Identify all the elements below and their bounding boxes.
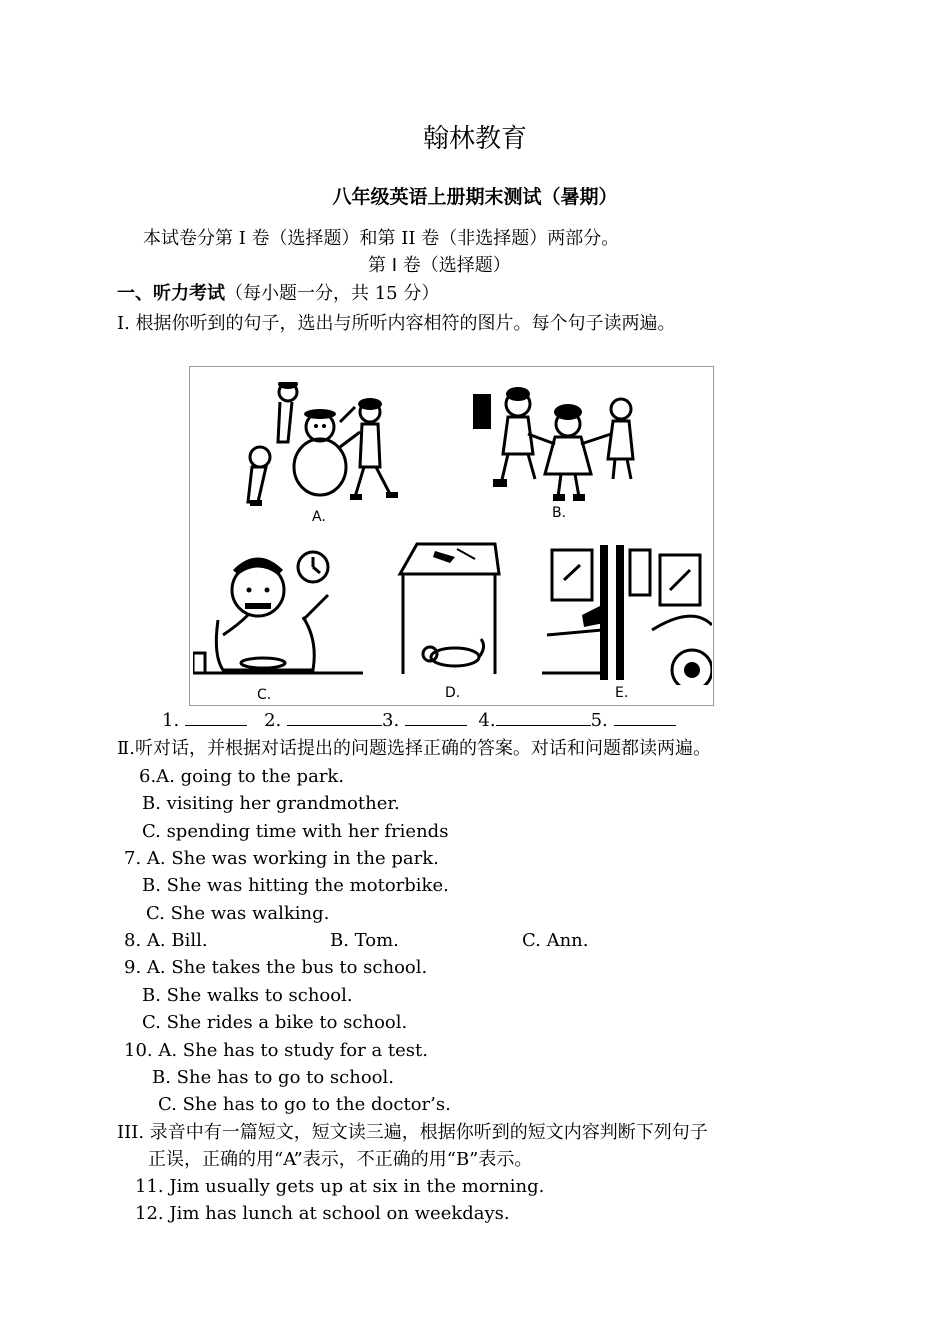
subIII-instruction-line2: 正误，正确的用“A”表示，不正确的用“B”表示。: [148, 1149, 533, 1170]
brand-title: 翰林教育: [422, 124, 527, 154]
q12-statement: 12. Jim has lunch at school on weekdays.: [135, 1203, 510, 1224]
q8-option-a: 8. A. Bill.: [124, 930, 208, 951]
section1-heading: [117, 283, 439, 305]
q7-option-b: B. She was hitting the motorbike.: [142, 875, 449, 896]
picture-a-snowman: [230, 382, 420, 522]
answer-blank-3[interactable]: [405, 711, 467, 726]
q10-option-a: 10. A. She has to study for a test.: [124, 1040, 428, 1061]
picture-e-bus: [542, 545, 712, 685]
picture-label-c: C.: [257, 687, 272, 703]
picture-c-man-eating: [193, 545, 373, 685]
answer-label-2: 2.: [264, 710, 282, 731]
answer-blank-2[interactable]: [287, 711, 382, 726]
picture-d-cat-under-table: [395, 539, 505, 679]
subII-instruction: Ⅱ.听对话，并根据对话提出的问题选择正确的答案。对话和问题都读两遍。: [117, 738, 711, 759]
answer-label-4: 4.: [478, 710, 496, 731]
picture-label-a: A.: [312, 509, 326, 525]
q11-statement: 11. Jim usually gets up at six in the morning.: [135, 1176, 545, 1197]
picture-label-e: E.: [615, 685, 629, 701]
section1-heading-text: 一、听力考试: [117, 283, 225, 304]
q8-option-b: B. Tom.: [330, 930, 399, 951]
q7-option-c: C. She was walking.: [146, 903, 330, 924]
q6-option-b: B. visiting her grandmother.: [142, 793, 400, 814]
q6-option-c: C. spending time with her friends: [142, 821, 449, 842]
answer-blanks: [162, 710, 676, 732]
q9-option-c: C. She rides a bike to school.: [142, 1012, 408, 1033]
picture-label-d: D.: [445, 685, 461, 701]
q10-option-b: B. She has to go to school.: [152, 1067, 394, 1088]
answer-label-3: 3.: [382, 710, 400, 731]
exam-title: 八年级英语上册期末测试（暑期）: [332, 186, 618, 208]
answer-blank-5[interactable]: [614, 711, 676, 726]
answer-blank-4[interactable]: [496, 711, 591, 726]
answer-label-5: 5.: [590, 710, 608, 731]
listening-pictures: [189, 366, 714, 706]
q9-option-a: 9. A. She takes the bus to school.: [124, 957, 428, 978]
q7-option-a: 7. A. She was working in the park.: [124, 848, 439, 869]
q6-option-a: 6.A. going to the park.: [139, 766, 345, 787]
picture-label-b: B.: [552, 505, 567, 521]
part1-title: 第 I 卷（选择题）: [368, 255, 511, 276]
intro-text: 本试卷分第 I 卷（选择题）和第 II 卷（非选择题）两部分。: [143, 228, 620, 249]
answer-label-1: 1.: [162, 710, 180, 731]
q10-option-c: C. She has to go to the doctor’s.: [158, 1094, 451, 1115]
answer-blank-1[interactable]: [185, 711, 247, 726]
picture-b-dancing-children: [473, 379, 673, 509]
q9-option-b: B. She walks to school.: [142, 985, 353, 1006]
section1-note: （每小题一分，共 15 分）: [225, 283, 440, 304]
subIII-instruction-line1: III. 录音中有一篇短文，短文读三遍，根据你听到的短文内容判断下列句子: [117, 1122, 708, 1143]
q8-option-c: C. Ann.: [522, 930, 589, 951]
subI-instruction: Ⅰ. 根据你听到的句子，选出与所听内容相符的图片。每个句子读两遍。: [117, 313, 676, 334]
